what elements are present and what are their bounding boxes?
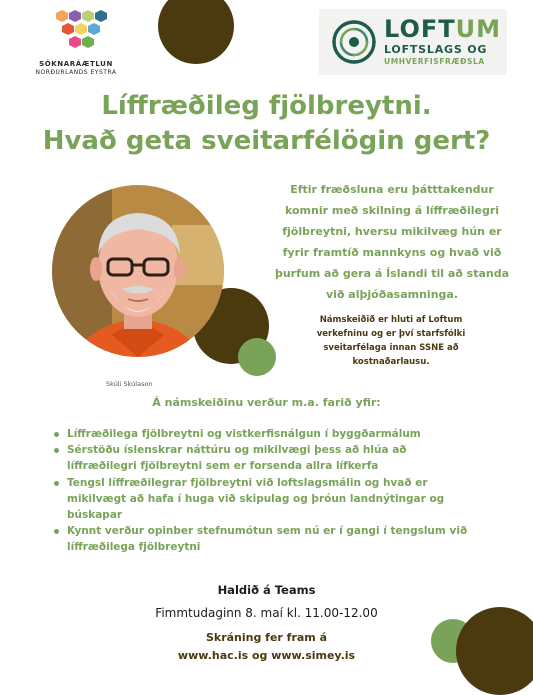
registration-links[interactable]: www.hac.is og www.simey.is [177,649,356,662]
event-platform: Haldið á Teams [217,583,316,597]
decor-circle-green-photo [238,338,276,376]
intro-line: komnir með skilning á líffræðilegri [284,204,500,217]
loftum-subtitle: LOFTSLAGS OG [384,43,488,56]
list-item-line: Sérstöðu íslenskrar náttúru og mikilvægi þess að hlúa að [67,444,407,457]
list-item [53,426,483,442]
course-note [282,313,500,369]
list-item-line: Kynnt verður opinber stefnumótun sem nú er í gangi í tengslum við [67,525,468,538]
list-item-line: líffræðilegri fjölbreytni sem er forsenda allra lífkerfa [67,460,379,473]
intro-paragraph [266,179,518,305]
loftum-title-part1: LOFT [384,15,456,43]
list-item-line: búskapar [67,509,123,522]
ssne-logo-icon [52,8,108,52]
list-item [53,442,483,474]
bullet-icon [54,432,59,437]
intro-line: við alþjóðasamninga. [325,288,459,301]
bullet-icon [54,481,59,486]
list-item [53,523,483,555]
list-item-line: Tengsl líffræðilegrar fjölbreytni við loftslagsmálin og hvað er [67,476,428,489]
intro-line: Eftir fræðsluna eru þátttakendur [290,183,494,196]
decor-circle-brown-bottom [456,607,533,695]
list-item-line: Líffræðilega fjölbreytni og vistkerfisnálgun í byggðarmálum [67,428,421,440]
note-line: sveitarfélaga innan SSNE að [323,343,459,353]
speaker-photo [52,185,224,357]
topics-heading: Á námskeiðinu verður m.a. farið yfir: [152,396,381,409]
intro-line: fyrir framtíð mannkyns og hvað við [282,246,502,259]
list-item [53,475,483,524]
note-line: kostnaðarlausu. [352,357,430,367]
list-item-line: líffræðilega fjölbreytni [67,541,201,554]
loftum-title [384,16,501,42]
note-line: Námskeiðið er hluti af Loftum [319,315,463,325]
loftum-swirl-icon [328,16,380,68]
intro-line: fjölbreytni, hversu mikilvæg hún er [282,225,502,238]
ssne-subtitle: NORÐURLANDS EYSTRA [35,69,117,76]
bullet-icon [54,529,59,534]
loftum-title-part2: UM [455,15,501,43]
note-line: verkefninu og er því starfsfólki [316,329,466,339]
page-title [0,89,533,159]
ssne-name: SÓKNARÁÆTLUN [39,60,113,68]
decor-circle-brown [158,0,234,64]
bullet-icon [54,448,59,453]
event-date: Fimmtudaginn 8. maí kl. 11.00-12.00 [155,606,378,620]
intro-line: þurfum að gera á Íslandi til að standa [274,267,510,280]
title-line-2: Hvað geta sveitarfélögin gert? [42,126,491,156]
list-item-line: mikilvægt að hafa í huga við skipulag og þróun landnýtingar og [67,492,445,505]
registration-text: Skráning fer fram á [205,631,328,644]
title-line-1: Líffræðileg fjölbreytni. [101,91,432,121]
topics-list [53,426,483,556]
loftum-subtitle-2: UMHVERFISFRÆÐSLA [384,57,485,66]
photo-caption: Skúli Skúlason [106,380,153,388]
